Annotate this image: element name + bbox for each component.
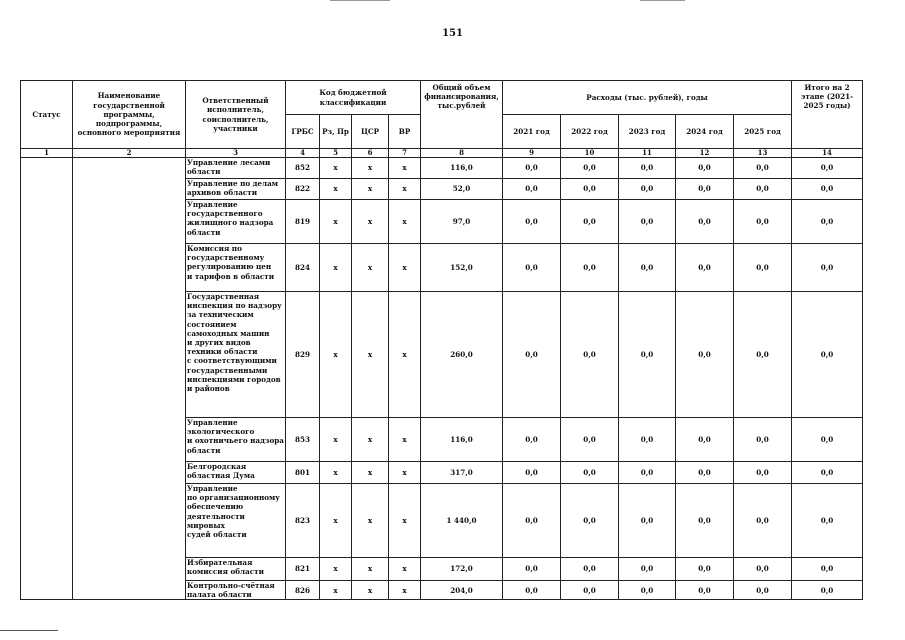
header-executor: Ответственный исполнитель, соисполнитель, участники: [186, 81, 286, 149]
stage-total-cell: 0,0: [792, 292, 863, 418]
year-value-cell: 0,0: [561, 418, 619, 462]
total-cell: 52,0: [421, 179, 503, 200]
column-number: 2: [73, 149, 186, 158]
total-cell: 172,0: [421, 558, 503, 581]
total-cell: 204,0: [421, 581, 503, 600]
column-number-row: [21, 149, 863, 158]
header-year: 2021 год: [503, 115, 561, 149]
vr-cell: x: [389, 158, 421, 179]
csr-cell: x: [352, 418, 389, 462]
vr-cell: x: [389, 418, 421, 462]
rzpr-cell: x: [320, 292, 352, 418]
year-value-cell: 0,0: [619, 158, 676, 179]
vr-cell: x: [389, 558, 421, 581]
year-value-cell: 0,0: [619, 179, 676, 200]
header-budget-code: Код бюджетной классификации: [286, 81, 421, 115]
year-value-cell: 0,0: [561, 558, 619, 581]
year-value-cell: 0,0: [561, 158, 619, 179]
rzpr-cell: x: [320, 418, 352, 462]
grbs-cell: 852: [286, 158, 320, 179]
executor-cell: Управление по организационному обеспечению деятельности мировых судей области: [186, 484, 286, 558]
column-number: 6: [352, 149, 389, 158]
column-number: 14: [792, 149, 863, 158]
executor-cell: Контрольно-счётная палата области: [186, 581, 286, 600]
total-cell: 116,0: [421, 158, 503, 179]
column-number: 10: [561, 149, 619, 158]
header-name: Наименование государственной программы, подпрограммы, основного мероприятия: [73, 81, 186, 149]
header-year: 2022 год: [561, 115, 619, 149]
stage-total-cell: 0,0: [792, 462, 863, 484]
rzpr-cell: x: [320, 179, 352, 200]
header-expenses: Расходы (тыс. рублей), годы: [503, 81, 792, 115]
year-value-cell: 0,0: [734, 244, 792, 292]
year-value-cell: 0,0: [676, 200, 734, 244]
table-body: [21, 158, 863, 600]
year-value-cell: 0,0: [619, 558, 676, 581]
year-value-cell: 0,0: [561, 200, 619, 244]
year-value-cell: 0,0: [734, 418, 792, 462]
header-vr: ВР: [389, 115, 421, 149]
grbs-cell: 801: [286, 462, 320, 484]
year-value-cell: 0,0: [734, 158, 792, 179]
year-value-cell: 0,0: [734, 484, 792, 558]
year-value-cell: 0,0: [619, 484, 676, 558]
header-status: Статус: [21, 81, 73, 149]
csr-cell: x: [352, 244, 389, 292]
year-value-cell: 0,0: [734, 179, 792, 200]
year-value-cell: 0,0: [676, 158, 734, 179]
year-value-cell: 0,0: [734, 558, 792, 581]
total-cell: 116,0: [421, 418, 503, 462]
rzpr-cell: x: [320, 158, 352, 179]
column-number: 1: [21, 149, 73, 158]
stage-total-cell: 0,0: [792, 581, 863, 600]
vr-cell: x: [389, 292, 421, 418]
year-value-cell: 0,0: [619, 200, 676, 244]
grbs-cell: 824: [286, 244, 320, 292]
year-value-cell: 0,0: [503, 179, 561, 200]
csr-cell: x: [352, 484, 389, 558]
csr-cell: x: [352, 292, 389, 418]
year-value-cell: 0,0: [561, 244, 619, 292]
year-value-cell: 0,0: [619, 292, 676, 418]
year-value-cell: 0,0: [503, 292, 561, 418]
rzpr-cell: x: [320, 484, 352, 558]
year-value-cell: 0,0: [734, 462, 792, 484]
year-value-cell: 0,0: [676, 179, 734, 200]
year-value-cell: 0,0: [676, 292, 734, 418]
total-cell: 260,0: [421, 292, 503, 418]
page-number: 151: [442, 28, 463, 39]
column-number: 13: [734, 149, 792, 158]
rzpr-cell: x: [320, 462, 352, 484]
rzpr-cell: x: [320, 244, 352, 292]
header-csr: ЦСР: [352, 115, 389, 149]
total-cell: 97,0: [421, 200, 503, 244]
year-value-cell: 0,0: [676, 462, 734, 484]
vr-cell: x: [389, 200, 421, 244]
year-value-cell: 0,0: [503, 418, 561, 462]
grbs-cell: 853: [286, 418, 320, 462]
header-year: 2025 год: [734, 115, 792, 149]
csr-cell: x: [352, 179, 389, 200]
vr-cell: x: [389, 484, 421, 558]
scan-artifact-line: [330, 0, 390, 1]
year-value-cell: 0,0: [503, 158, 561, 179]
program-name-cell: [73, 158, 186, 600]
grbs-cell: 823: [286, 484, 320, 558]
year-value-cell: 0,0: [561, 292, 619, 418]
grbs-cell: 821: [286, 558, 320, 581]
rzpr-cell: x: [320, 581, 352, 600]
header-total-volume: Общий объем финансирования, тыс.рублей: [421, 81, 503, 149]
year-value-cell: 0,0: [619, 462, 676, 484]
header-stage-total: Итого на 2 этапе (2021-2025 годы): [792, 81, 863, 149]
year-value-cell: 0,0: [561, 179, 619, 200]
executor-cell: Управление экологического и охотничьего надзора области: [186, 418, 286, 462]
header-year: 2024 год: [676, 115, 734, 149]
year-value-cell: 0,0: [561, 581, 619, 600]
column-number: 8: [421, 149, 503, 158]
column-number: 7: [389, 149, 421, 158]
year-value-cell: 0,0: [503, 484, 561, 558]
stage-total-cell: 0,0: [792, 158, 863, 179]
table-row: [21, 158, 863, 179]
grbs-cell: 829: [286, 292, 320, 418]
year-value-cell: 0,0: [619, 581, 676, 600]
grbs-cell: 819: [286, 200, 320, 244]
csr-cell: x: [352, 158, 389, 179]
year-value-cell: 0,0: [676, 244, 734, 292]
status-cell: [21, 158, 73, 600]
stage-total-cell: 0,0: [792, 179, 863, 200]
grbs-cell: 822: [286, 179, 320, 200]
year-value-cell: 0,0: [676, 581, 734, 600]
scan-artifact-line: [0, 630, 58, 631]
scan-artifact-line: [640, 0, 685, 1]
year-value-cell: 0,0: [734, 200, 792, 244]
column-number: 11: [619, 149, 676, 158]
vr-cell: x: [389, 462, 421, 484]
csr-cell: x: [352, 581, 389, 600]
stage-total-cell: 0,0: [792, 418, 863, 462]
rzpr-cell: x: [320, 558, 352, 581]
header-rzpr: Рз, Пр: [320, 115, 352, 149]
year-value-cell: 0,0: [503, 200, 561, 244]
executor-cell: Комиссия по государственному регулированию цен и тарифов в области: [186, 244, 286, 292]
header-grbs: ГРБС: [286, 115, 320, 149]
column-number: 12: [676, 149, 734, 158]
year-value-cell: 0,0: [561, 484, 619, 558]
year-value-cell: 0,0: [619, 418, 676, 462]
vr-cell: x: [389, 179, 421, 200]
stage-total-cell: 0,0: [792, 200, 863, 244]
year-value-cell: 0,0: [503, 462, 561, 484]
year-value-cell: 0,0: [676, 484, 734, 558]
year-value-cell: 0,0: [561, 462, 619, 484]
total-cell: 1 440,0: [421, 484, 503, 558]
header-year: 2023 год: [619, 115, 676, 149]
csr-cell: x: [352, 200, 389, 244]
column-number: 3: [186, 149, 286, 158]
executor-cell: Белгородская областная Дума: [186, 462, 286, 484]
vr-cell: x: [389, 244, 421, 292]
year-value-cell: 0,0: [734, 292, 792, 418]
column-number: 5: [320, 149, 352, 158]
grbs-cell: 826: [286, 581, 320, 600]
executor-cell: Управление по делам архивов области: [186, 179, 286, 200]
total-cell: 152,0: [421, 244, 503, 292]
year-value-cell: 0,0: [619, 244, 676, 292]
total-cell: 317,0: [421, 462, 503, 484]
csr-cell: x: [352, 558, 389, 581]
year-value-cell: 0,0: [503, 244, 561, 292]
rzpr-cell: x: [320, 200, 352, 244]
stage-total-cell: 0,0: [792, 558, 863, 581]
budget-table: [20, 80, 863, 600]
column-number: 9: [503, 149, 561, 158]
stage-total-cell: 0,0: [792, 244, 863, 292]
executor-cell: Управление государственного жилищного надзора области: [186, 200, 286, 244]
column-number: 4: [286, 149, 320, 158]
stage-total-cell: 0,0: [792, 484, 863, 558]
executor-cell: Государственная инспекция по надзору за техническим состоянием самоходных машин и других видов техники области с соответствующими государственными инспекциями городов и районов: [186, 292, 286, 418]
csr-cell: x: [352, 462, 389, 484]
executor-cell: Избирательная комиссия области: [186, 558, 286, 581]
year-value-cell: 0,0: [676, 558, 734, 581]
year-value-cell: 0,0: [734, 581, 792, 600]
vr-cell: x: [389, 581, 421, 600]
executor-cell: Управление лесами области: [186, 158, 286, 179]
year-value-cell: 0,0: [503, 558, 561, 581]
year-value-cell: 0,0: [676, 418, 734, 462]
budget-table-container: [20, 80, 862, 600]
year-value-cell: 0,0: [503, 581, 561, 600]
